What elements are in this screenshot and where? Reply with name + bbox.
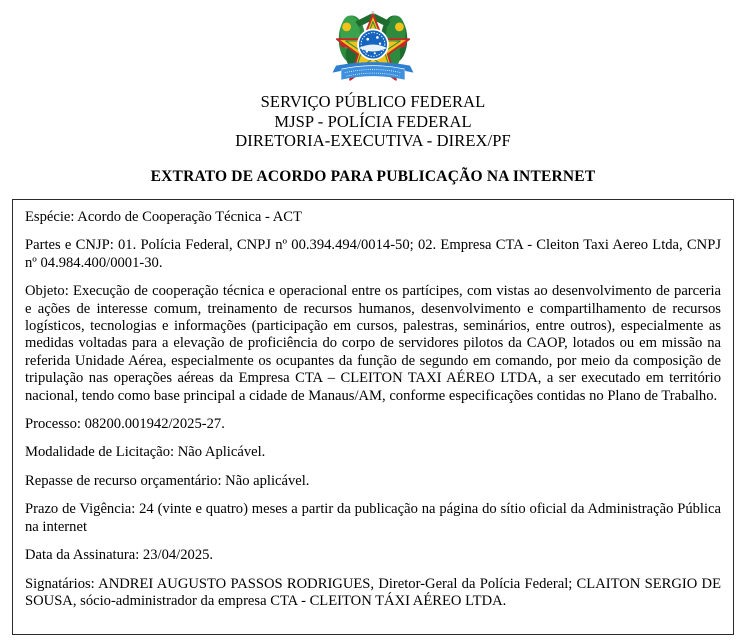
- field-repasse-de-recurso-orcamentario: Repasse de recurso orçamentário: Não aplicável.: [25, 472, 310, 489]
- field-modalidade-de-licitacao: Modalidade de Licitação: Não Aplicável.: [25, 444, 266, 461]
- header-line-servico-publico-federal: SERVIÇO PÚBLICO FEDERAL: [260, 92, 486, 111]
- page-title: EXTRATO DE ACORDO PARA PUBLICAÇÃO NA INTERNET: [150, 167, 596, 185]
- agency-header: [0, 92, 746, 151]
- field-data-da-assinatura: Data da Assinatura: 23/04/2025.: [25, 547, 214, 564]
- field-partes-e-cnpj: Partes e CNJP: 01. Polícia Federal, CNPJ nº 00.394.494/0014-50; 02. Empresa CTA - Cleiton Taxi Aereo Ltda, CNPJ nº 04.984.400/0001-30.: [25, 237, 721, 271]
- header-line-mjsp-policia-federal: MJSP - POLÍCIA FEDERAL: [274, 111, 472, 131]
- field-signatarios: Signatários: ANDREI AUGUSTO PASSOS RODRIGUES, Diretor-Geral da Polícia Federal; CLAITON SERGIO DE SOUSA, sócio-administrador da empresa CTA - CLEITON TÁXI AÉREO LTDA.: [25, 575, 721, 609]
- field-processo: Processo: 08200.001942/2025-27.: [25, 416, 225, 433]
- field-prazo-de-vigencia: Prazo de Vigência: 24 (vinte e quatro) meses a partir da publicação na página do sítio oficial da Administração Pública na internet: [25, 501, 721, 535]
- field-especie: Espécie: Acordo de Cooperação Técnica - ACT: [25, 209, 302, 225]
- header-line-diretoria-executiva: DIRETORIA-EXECUTIVA - DIREX/PF: [235, 131, 511, 150]
- emblem-container: [0, 0, 746, 92]
- field-objeto: Objeto: Execução de cooperação técnica e operacional entre os partícipes, com vistas ao desenvolvimento de parceria e ações de interesse comum, treinamento de recursos humanos, desenvolvimento e compartilhamento de recursos logísticos, tecnologias e informações (participação em cursos, palestras, seminários, entre outros), especialmente as medidas voltadas para a elevação de proficiência do corpo de servidores pilotos da CAOP, lotados ou em missão na referida Unidade Aérea, especialmente os ocupantes da função de segundo em comando, por meio da composição de tripulação nas operações aéreas da Empresa CTA – CLEITON TAXI AÉREO LTDA, a ser executado em território nacional, tendo como base principal a cidade de Manaus/AM, conforme especificações contidas no Plano de Trabalho.: [25, 283, 721, 404]
- extract-content-box: [12, 199, 734, 635]
- coat-of-arms-icon: [329, 4, 417, 92]
